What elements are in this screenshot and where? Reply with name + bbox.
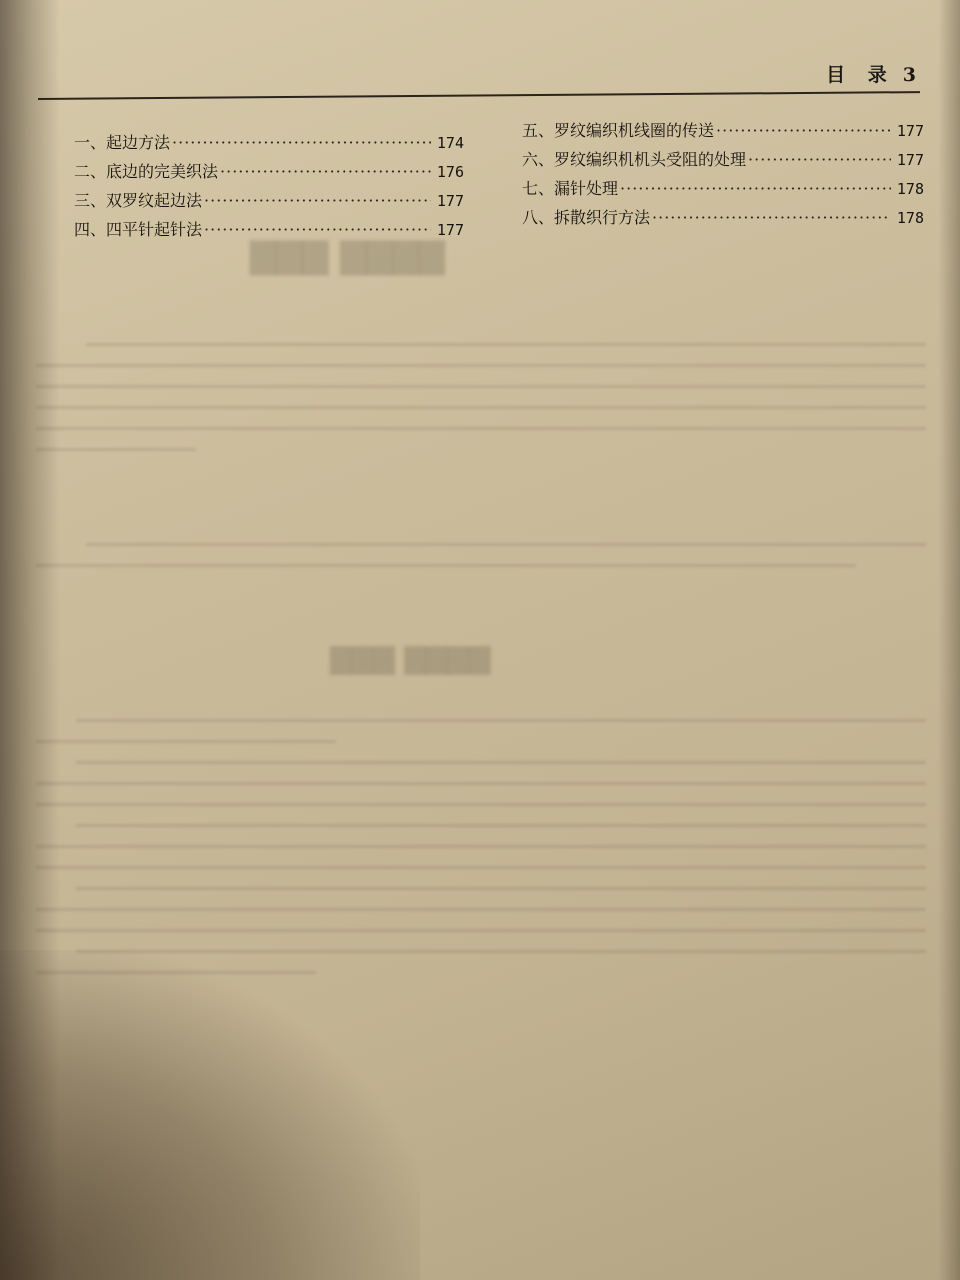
toc-item — [522, 118, 924, 147]
toc-item — [74, 217, 464, 246]
running-header — [826, 60, 916, 87]
bleed-through-section-heading: ▇▇▇ ▇▇▇▇ — [330, 642, 491, 675]
toc-leader-dots — [620, 179, 891, 198]
toc-index: 四、 — [74, 220, 107, 239]
toc-title: 底边的完美织法 — [106, 162, 219, 181]
toc-page: 178 — [896, 209, 924, 227]
page-edge-shadow — [938, 0, 960, 1280]
toc-item — [74, 188, 464, 217]
toc-item — [74, 130, 464, 159]
toc-left-column — [74, 130, 464, 246]
toc-page: 177 — [896, 122, 924, 140]
toc-index: 三、 — [74, 191, 107, 210]
toc-leader-dots — [204, 191, 431, 210]
toc-item — [522, 147, 924, 176]
toc-index: 六、 — [522, 150, 555, 169]
corner-shadow — [0, 950, 420, 1280]
toc-index: 一、 — [74, 133, 107, 152]
toc-item — [522, 176, 924, 205]
header-label: 目 录 — [826, 64, 895, 86]
toc-title: 拆散织行方法 — [554, 208, 651, 227]
toc-title: 罗纹编织机机头受阻的处理 — [554, 150, 747, 169]
toc-title: 双罗纹起边法 — [106, 191, 203, 210]
toc-leader-dots — [204, 220, 431, 239]
toc-index: 七、 — [522, 179, 555, 198]
toc-index: 八、 — [522, 208, 555, 227]
toc-page: 177 — [436, 192, 464, 210]
toc-title: 起边方法 — [106, 133, 171, 152]
toc-page: 177 — [436, 221, 464, 239]
toc-page: 176 — [436, 163, 464, 181]
toc-index: 二、 — [74, 162, 107, 181]
toc-title: 漏针处理 — [554, 179, 619, 198]
toc-title: 罗纹编织机线圈的传送 — [554, 121, 715, 140]
toc-leader-dots — [172, 133, 431, 152]
bleed-through-paragraph-2 — [36, 530, 926, 585]
toc-page: 177 — [896, 151, 924, 169]
header-rule — [38, 91, 920, 100]
toc-leader-dots — [748, 150, 891, 169]
toc-leader-dots — [220, 162, 431, 181]
toc-title: 四平针起针法 — [106, 220, 203, 239]
toc-leader-dots — [716, 121, 891, 140]
bleed-through-paragraph-1 — [36, 330, 926, 469]
toc-item — [522, 205, 924, 234]
bleed-through-heading: ▇▇▇ ▇▇▇▇ — [250, 236, 445, 276]
toc-leader-dots — [652, 208, 891, 227]
toc-page: 178 — [896, 180, 924, 198]
toc-item — [74, 159, 464, 188]
toc-index: 五、 — [522, 121, 555, 140]
page-number: 3 — [902, 64, 916, 86]
toc-right-column — [522, 118, 924, 234]
toc-page: 174 — [436, 134, 464, 152]
